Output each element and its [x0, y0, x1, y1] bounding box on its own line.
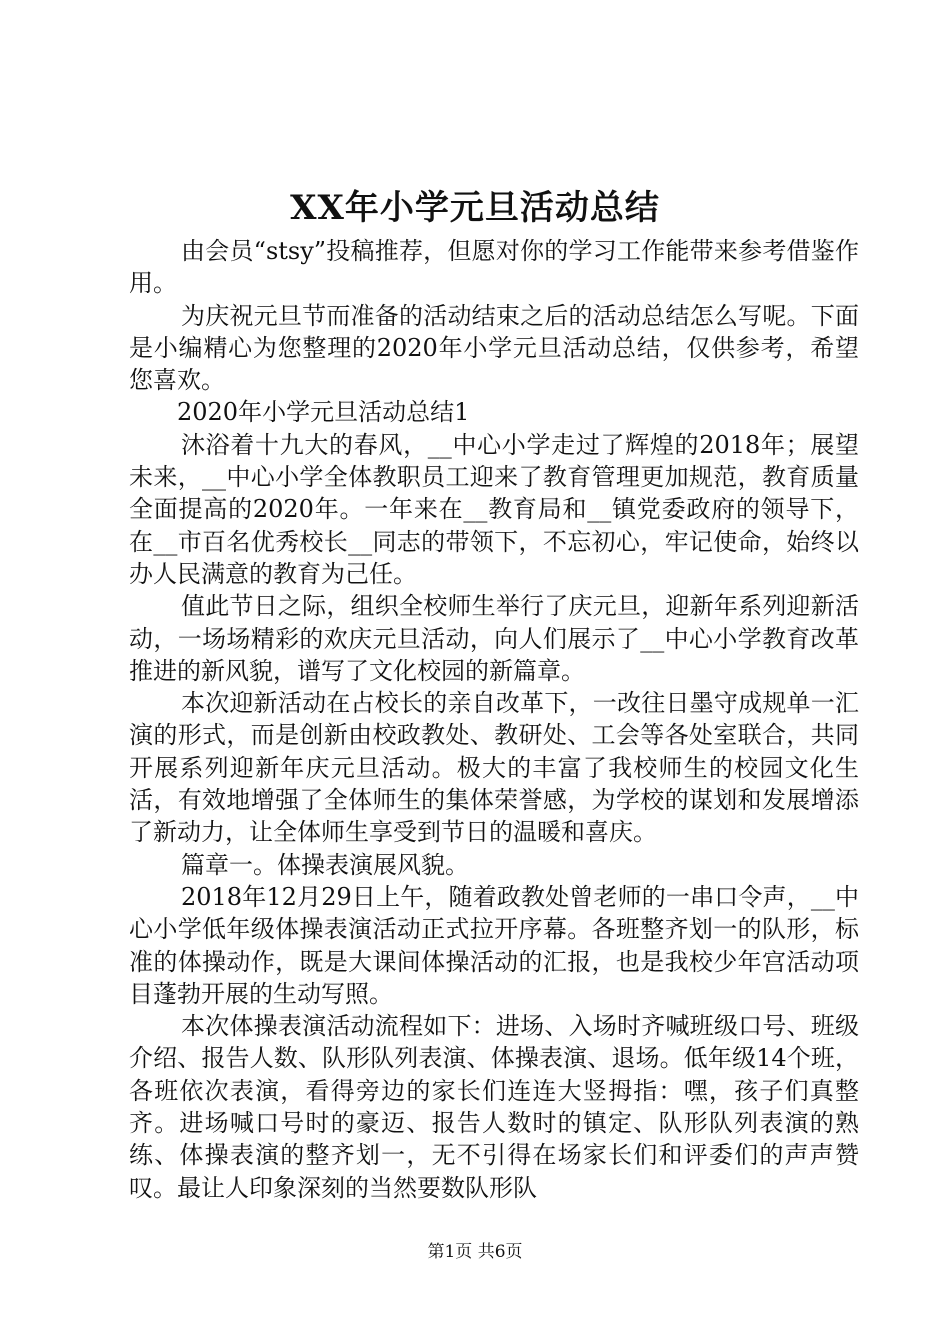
paragraph-body: 本次体操表演活动流程如下：进场、入场时齐喊班级口号、班级介绍、报告人数、队形队列表演、体操表演、退场。低年级14个班，各班依次表演，看得旁边的家长们连连大竖拇指：嘿，孩子们真整齐。进场喊口号时的豪迈、报告人数时的镇定、队形队列表演的熟练、体操表演的整齐划一，无不引得在场家长们和评委们的声声赞叹。最让人印象深刻的当然要数队形队 [129, 1012, 859, 1202]
paragraph-body: 2018年12月29日上午，随着政教处曾老师的一串口令声，__中心小学低年级体操表演活动正式拉开序幕。各班整齐划一的队形，标准的体操动作，既是大课间体操活动的汇报，也是我校少年宫活动项目蓬勃开展的生动写照。 [129, 882, 859, 1008]
paragraph-body: 沐浴着十九大的春风，__中心小学走过了辉煌的2018年；展望未来，__中心小学全体教职员工迎来了教育管理更加规范，教育质量全面提高的2020年。一年来在__教育局和__镇党委政府的领导下，在__市百名优秀校长__同志的带领下，不忘初心，牢记使命，始终以办人民满意的教育为己任。 [129, 430, 859, 588]
paragraph-intro: 由会员“stsy”投稿推荐，但愿对你的学习工作能带来参考借鉴作用。 [129, 237, 859, 298]
page-footer: 第1页 共6页 [427, 1242, 523, 1262]
paragraph-preface: 为庆祝元旦节而准备的活动结束之后的活动总结怎么写呢。下面是小编精心为您整理的2020年小学元旦活动总结，仅供参考，希望您喜欢。 [129, 301, 859, 395]
section-heading: 2020年小学元旦活动总结1 [177, 398, 470, 427]
paragraph-body: 本次迎新活动在占校长的亲自改革下，一改往日墨守成规单一汇演的形式，而是创新由校政教处、教研处、工会等各处室联合，共同开展系列迎新年庆元旦活动。极大的丰富了我校师生的校园文化生活，有效地增强了全体师生的集体荣誉感，为学校的谋划和发展增添了新动力，让全体师生享受到节日的温暖和喜庆。 [129, 689, 859, 847]
chapter-heading: 篇章一。体操表演展风貌。 [181, 850, 469, 879]
paragraph-body: 值此节日之际，组织全校师生举行了庆元旦，迎新年系列迎新活动，一场场精彩的欢庆元旦活动，向人们展示了__中心小学教育改革推进的新风貌，谱写了文化校园的新篇章。 [129, 592, 859, 685]
document-title: XX年小学元旦活动总结 [290, 188, 660, 228]
document-body [129, 235, 859, 1204]
